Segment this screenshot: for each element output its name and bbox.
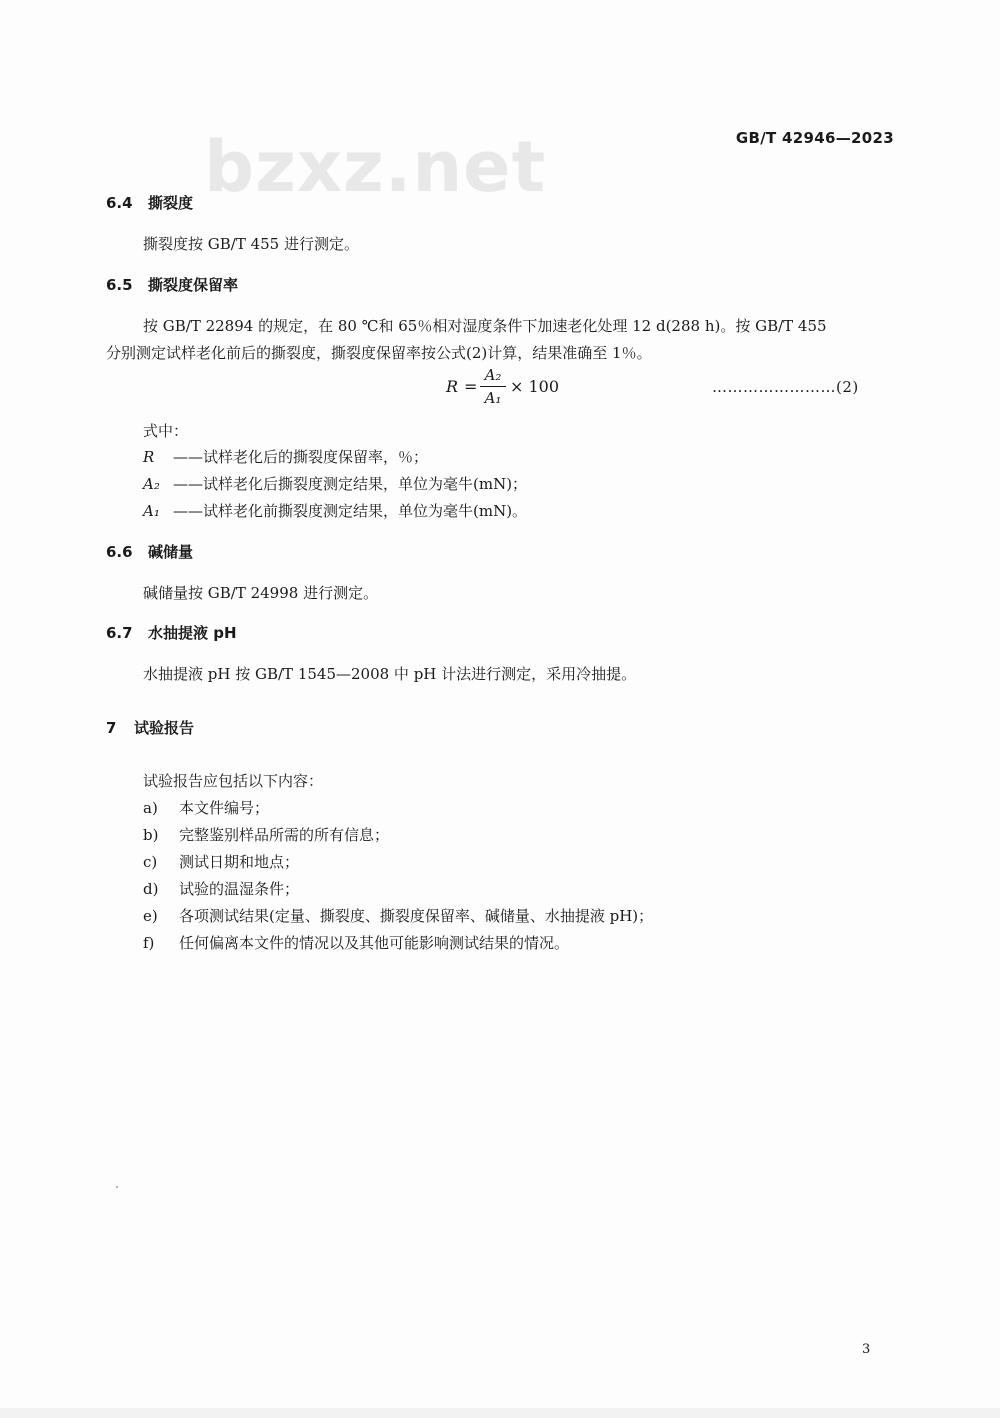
formula-multiplier: × 100 bbox=[510, 377, 560, 396]
formula-lhs: R bbox=[446, 377, 459, 396]
list-label: e) bbox=[143, 907, 158, 925]
equation-number: ……………………(2) bbox=[712, 378, 859, 396]
symbol: R bbox=[143, 448, 155, 466]
page-bottom-edge bbox=[0, 1408, 1000, 1418]
watermark: bzxz.net bbox=[204, 126, 547, 208]
section-title: 撕裂度保留率 bbox=[148, 276, 239, 294]
paragraph-6-7: 水抽提液 pH 按 GB/T 1545—2008 中 pH 计法进行测定，采用冷抽提。 bbox=[143, 665, 637, 683]
list-text: 测试日期和地点； bbox=[179, 853, 300, 871]
symbol-definition bbox=[143, 473, 527, 494]
list-label: c) bbox=[143, 853, 158, 871]
page-number: 3 bbox=[862, 1342, 871, 1357]
section-number: 6.5 bbox=[106, 276, 133, 294]
list-item bbox=[143, 932, 569, 953]
list-text: 试验的温湿条件； bbox=[179, 880, 300, 898]
section-number: 7 bbox=[106, 719, 117, 737]
section-number: 6.7 bbox=[106, 624, 133, 642]
list-item bbox=[143, 797, 269, 818]
list-text: 各项测试结果(定量、撕裂度、撕裂度保留率、碱储量、水抽提液 pH)； bbox=[179, 907, 654, 925]
section-title: 试验报告 bbox=[134, 719, 195, 737]
symbol: A₂ bbox=[143, 475, 160, 493]
symbol: A₁ bbox=[143, 502, 160, 520]
section-heading-7 bbox=[106, 717, 194, 738]
list-item bbox=[143, 824, 389, 845]
list-item bbox=[143, 851, 299, 872]
section-heading-6-7 bbox=[106, 622, 237, 643]
formula-fraction bbox=[480, 365, 506, 408]
paragraph-6-6: 碱储量按 GB/T 24998 进行测定。 bbox=[143, 584, 379, 602]
formula-numerator: A₂ bbox=[484, 366, 502, 384]
section-heading-6-6 bbox=[106, 541, 193, 562]
section-heading-6-4 bbox=[106, 192, 193, 213]
section-number: 6.6 bbox=[106, 543, 133, 561]
section-number: 6.4 bbox=[106, 194, 133, 212]
list-label: a) bbox=[143, 799, 158, 817]
symbol-description: ——试样老化前撕裂度测定结果，单位为毫牛(mN)。 bbox=[173, 502, 528, 520]
fraction-bar bbox=[480, 386, 506, 387]
paragraph-6-5-line2: 分别测定试样老化前后的撕裂度，撕裂度保留率按公式(2)计算，结果准确至 1％。 bbox=[106, 344, 652, 362]
list-text: 完整鉴别样品所需的所有信息； bbox=[179, 826, 390, 844]
list-label: d) bbox=[143, 880, 159, 898]
formula-equals: = bbox=[464, 377, 478, 396]
list-text: 本文件编号； bbox=[179, 799, 270, 817]
symbol-description: ——试样老化后撕裂度测定结果，单位为毫牛(mN)； bbox=[173, 475, 528, 493]
report-intro: 试验报告应包括以下内容： bbox=[143, 772, 324, 790]
paragraph-6-5-line1: 按 GB/T 22894 的规定，在 80 ℃和 65％相对湿度条件下加速老化处理 12 d(288 h)。按 GB/T 455 bbox=[143, 317, 827, 335]
symbol-definition bbox=[143, 446, 428, 467]
formula-denominator: A₁ bbox=[484, 389, 502, 407]
scan-speck bbox=[116, 1186, 118, 1188]
where-label: 式中： bbox=[143, 422, 189, 440]
section-title: 水抽提液 pH bbox=[148, 624, 237, 642]
symbol-description: ——试样老化后的撕裂度保留率，％； bbox=[173, 448, 429, 466]
section-heading-6-5 bbox=[106, 274, 238, 295]
list-item bbox=[143, 878, 299, 899]
standard-number: GB/T 42946—2023 bbox=[735, 129, 894, 147]
section-title: 碱储量 bbox=[148, 543, 194, 561]
symbol-definition bbox=[143, 500, 527, 521]
list-label: f) bbox=[143, 934, 155, 952]
list-item bbox=[143, 905, 653, 926]
paragraph-6-4: 撕裂度按 GB/T 455 进行测定。 bbox=[143, 235, 359, 253]
list-text: 任何偏离本文件的情况以及其他可能影响测试结果的情况。 bbox=[179, 934, 570, 952]
section-title: 撕裂度 bbox=[148, 194, 194, 212]
list-label: b) bbox=[143, 826, 159, 844]
